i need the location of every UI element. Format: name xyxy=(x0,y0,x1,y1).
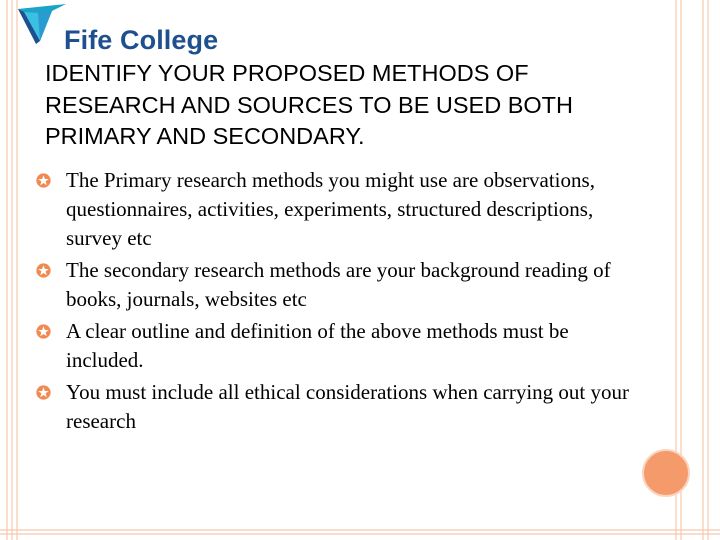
star-icon xyxy=(36,173,51,188)
star-icon xyxy=(36,324,51,339)
bullet-item xyxy=(36,317,636,375)
fife-college-logo xyxy=(16,3,236,61)
bullet-text: The secondary research methods are your background reading of books, journals, websites etc xyxy=(66,258,611,311)
star-icon xyxy=(36,385,51,400)
bullet-item xyxy=(36,256,636,314)
decorative-circle xyxy=(642,449,690,497)
bullet-text: The Primary research methods you might use are observations, questionnaires, activities, experiments, structured descriptions, survey etc xyxy=(66,168,595,250)
star-icon xyxy=(36,263,51,278)
bullet-list xyxy=(36,166,636,439)
slide-title: IDENTIFY YOUR PROPOSED METHODS OF RESEARCH AND SOURCES TO BE USED BOTH PRIMARY AND SECONDARY. xyxy=(45,60,573,149)
bullet-text: A clear outline and definition of the above methods must be included. xyxy=(66,319,569,372)
bullet-item xyxy=(36,166,636,253)
checkmark-logo-icon xyxy=(16,3,68,47)
bullet-text: You must include all ethical considerations when carrying out your research xyxy=(66,380,630,433)
bullet-item xyxy=(36,378,636,436)
logo-text: Fife College xyxy=(64,25,219,55)
